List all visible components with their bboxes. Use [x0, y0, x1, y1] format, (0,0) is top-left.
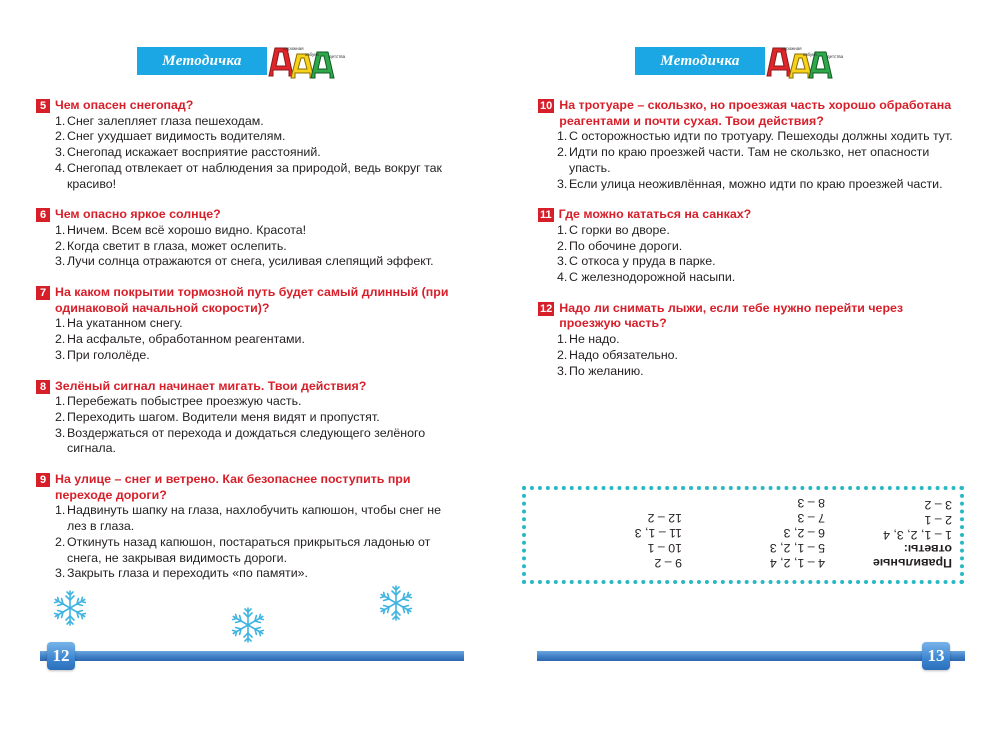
- answer-key-box: [522, 486, 964, 584]
- question-title: На улице – снег и ветрено. Как безопаснее поступить при переходе дороги?: [55, 472, 411, 502]
- question-number-badge: 6: [36, 208, 50, 222]
- question-title: Чем опасен снегопад?: [55, 98, 194, 112]
- question-number-badge: 11: [540, 209, 552, 222]
- answer-key-title-line: ответы:: [903, 542, 952, 556]
- answer-option: [55, 566, 456, 582]
- ddd-logo-icon: [265, 40, 360, 80]
- question-7: [36, 285, 456, 364]
- answer-text: По обочине дороги.: [569, 238, 683, 253]
- answer-number: 2.: [557, 145, 568, 160]
- answer-key-entry: 1 – 1, 2, 3, 4: [883, 528, 952, 542]
- answer-option: [557, 332, 968, 348]
- header-banner: [137, 47, 267, 75]
- answer-key-entry: 4 – 1, 2, 4: [769, 556, 825, 570]
- question-title: Зелёный сигнал начинает мигать. Твои действия?: [55, 378, 367, 393]
- svg-text:детства: детства: [329, 54, 346, 59]
- answer-option: [557, 223, 968, 239]
- answer-text: Лучи солнца отражаются от снега, усиливая слепящий эффект.: [67, 254, 434, 269]
- answer-text: На асфальте, обработанном реагентами.: [67, 332, 305, 347]
- question-11: [538, 207, 968, 286]
- question-number-badge: 5: [36, 99, 50, 113]
- answer-option: [55, 254, 456, 270]
- svg-text:азбука: азбука: [305, 52, 319, 57]
- answer-option: [557, 145, 968, 176]
- answer-number: 4.: [557, 270, 568, 285]
- svg-text:дорожная: дорожная: [781, 46, 802, 51]
- answer-option: [557, 129, 968, 145]
- answer-key-entry: 7 – 3: [797, 511, 825, 525]
- answer-number: 3.: [557, 176, 568, 191]
- answer-text: Ничем. Всем всё хорошо видно. Красота!: [67, 222, 307, 237]
- answer-key-title-line: Правильные: [872, 556, 952, 570]
- question-number-badge: 10: [540, 100, 553, 112]
- question-title: На каком покрытии тормозной путь будет самый длинный (при одинаковой начальной скорости)?: [55, 285, 449, 315]
- answer-text: Переходить шагом. Водители меня видят и пропустят.: [67, 409, 380, 424]
- answer-number: 3.: [55, 254, 66, 269]
- answer-number: 3.: [55, 425, 66, 440]
- snowflake-icon: [228, 605, 268, 645]
- answer-text: Снегопад искажает восприятие расстояний.: [67, 145, 321, 160]
- answer-key-entry: 6 – 2, 3: [783, 526, 825, 540]
- answer-number: 2.: [55, 534, 66, 549]
- answer-key-column-1: [883, 497, 952, 542]
- answer-number: 2.: [557, 347, 568, 362]
- answer-key-entry: 8 – 3: [797, 496, 825, 510]
- answer-text: Снег ухудшает видимость водителям.: [67, 129, 286, 144]
- answer-number: 3.: [55, 347, 66, 362]
- question-title: Где можно кататься на санках?: [558, 207, 752, 222]
- answer-option: [557, 270, 968, 286]
- answer-option: [55, 129, 456, 145]
- answer-text: Если улица неоживлённая, можно идти по краю проезжей части.: [569, 176, 943, 191]
- question-list: [36, 98, 456, 597]
- answer-key-column-3: [635, 510, 682, 570]
- answer-option: [55, 145, 456, 161]
- answer-text: С осторожностью идти по тротуару. Пешеходы должны ходить тут.: [569, 129, 953, 144]
- footer-bar: [537, 651, 965, 661]
- answer-number: 1.: [55, 394, 66, 409]
- answer-option: [557, 348, 968, 364]
- question-title: На тротуаре – скользко, но проезжая часть хорошо обработана реагентами и почти сухая. Твои действия?: [559, 98, 952, 128]
- answer-option: [55, 348, 456, 364]
- question-number-badge: 7: [36, 286, 50, 300]
- answer-number: 2.: [557, 238, 568, 253]
- question-5: [36, 98, 456, 192]
- answer-text: Воздержаться от перехода и дождаться следующего зелёного сигнала.: [67, 425, 426, 456]
- answer-text: Надо обязательно.: [569, 347, 679, 362]
- question-number-badge: 8: [36, 380, 50, 394]
- footer-bar: [40, 651, 464, 661]
- svg-text:азбука: азбука: [803, 52, 817, 57]
- answer-number: 2.: [55, 409, 66, 424]
- right-page: [500, 0, 1000, 735]
- answer-option: [55, 223, 456, 239]
- answer-text: Не надо.: [569, 332, 620, 347]
- answer-number: 3.: [557, 254, 568, 269]
- answer-option: [557, 239, 968, 255]
- answer-text: Идти по краю проезжей части. Там не скользко, нет опасности упасть.: [569, 145, 930, 175]
- answer-text: По желанию.: [569, 363, 644, 378]
- question-12: [538, 301, 968, 380]
- answer-key-entry: 9 – 2: [654, 556, 682, 570]
- answer-number: 3.: [55, 566, 66, 581]
- answer-text: На укатанном снегу.: [67, 316, 183, 331]
- answer-text: Откинуть назад капюшон, постараться прикрыться ладонью от снега, не закрывая видимость дороги.: [67, 534, 431, 565]
- answer-key-column-2: [770, 495, 825, 570]
- answer-option: [55, 114, 456, 130]
- ddd-logo-icon: [763, 40, 858, 80]
- answer-number: 1.: [55, 222, 66, 237]
- answer-number: 1.: [55, 113, 66, 128]
- question-title: Надо ли снимать лыжи, если тебе нужно перейти через проезжую часть?: [559, 300, 904, 331]
- answer-option: [55, 239, 456, 255]
- answer-option: [557, 177, 968, 193]
- answer-number: 2.: [55, 332, 66, 347]
- question-6: [36, 207, 456, 270]
- answer-option: [55, 316, 456, 332]
- question-number-badge: 9: [36, 473, 50, 487]
- snowflake-icon: [50, 588, 90, 628]
- question-9: [36, 472, 456, 582]
- answer-key-entry: 12 – 2: [647, 511, 682, 525]
- answer-number: 4.: [55, 160, 66, 175]
- header-label: Методичка: [162, 52, 242, 69]
- svg-text:детства: детства: [827, 54, 844, 59]
- answer-text: Надвинуть шапку на глаза, нахлобучить капюшон, чтобы снег не лез в глаза.: [67, 503, 442, 534]
- answer-text: С горки во дворе.: [569, 222, 670, 237]
- answer-option: [557, 364, 968, 380]
- svg-text:дорожная: дорожная: [283, 46, 304, 51]
- answer-key-entry: 3 – 2: [924, 498, 952, 512]
- answer-key-entry: 5 – 1, 2, 3: [769, 541, 825, 555]
- answer-number: 1.: [557, 222, 568, 237]
- answer-key-upside-down: [526, 490, 960, 580]
- answer-text: Перебежать побыстрее проезжую часть.: [67, 394, 302, 409]
- answer-number: 3.: [557, 363, 568, 378]
- answer-key-entry: 2 – 1: [924, 513, 952, 527]
- answer-text: Когда светит в глаза, может ослепить.: [67, 238, 287, 253]
- answer-number: 3.: [55, 145, 66, 160]
- header-label: Методичка: [660, 52, 740, 69]
- answer-option: [55, 394, 456, 410]
- answer-number: 1.: [557, 332, 568, 347]
- answer-number: 1.: [557, 129, 568, 144]
- answer-text: Снег залепляет глаза пешеходам.: [67, 113, 264, 128]
- answer-option: [55, 161, 456, 192]
- answer-number: 1.: [55, 503, 66, 518]
- page-number: 13: [922, 642, 950, 670]
- answer-text: Закрыть глаза и переходить «по памяти».: [67, 566, 308, 581]
- answer-number: 1.: [55, 316, 66, 331]
- page-number: 12: [47, 642, 75, 670]
- header-banner: [635, 47, 765, 75]
- answer-key-entry: 11 – 1, 3: [634, 526, 682, 540]
- question-10: [538, 98, 968, 192]
- answer-key-title: [872, 542, 952, 570]
- answer-text: С откоса у пруда в парке.: [569, 254, 716, 269]
- answer-key-entry: 10 – 1: [647, 541, 682, 555]
- answer-text: Снегопад отвлекает от наблюдения за природой, ведь вокруг так красиво!: [67, 160, 442, 191]
- answer-option: [55, 410, 456, 426]
- snowflake-icon: [376, 583, 416, 623]
- question-number-badge: 12: [540, 302, 553, 315]
- answer-text: С железнодорожной насыпи.: [569, 270, 736, 285]
- answer-option: [55, 426, 456, 457]
- answer-option: [55, 503, 456, 534]
- answer-option: [55, 332, 456, 348]
- question-8: [36, 379, 456, 458]
- answer-number: 2.: [55, 238, 66, 253]
- question-title: Чем опасно яркое солнце?: [55, 207, 221, 222]
- answer-option: [557, 254, 968, 270]
- answer-text: При гололёде.: [67, 347, 150, 362]
- answer-option: [55, 535, 456, 566]
- answer-number: 2.: [55, 129, 66, 144]
- question-list: [538, 98, 968, 394]
